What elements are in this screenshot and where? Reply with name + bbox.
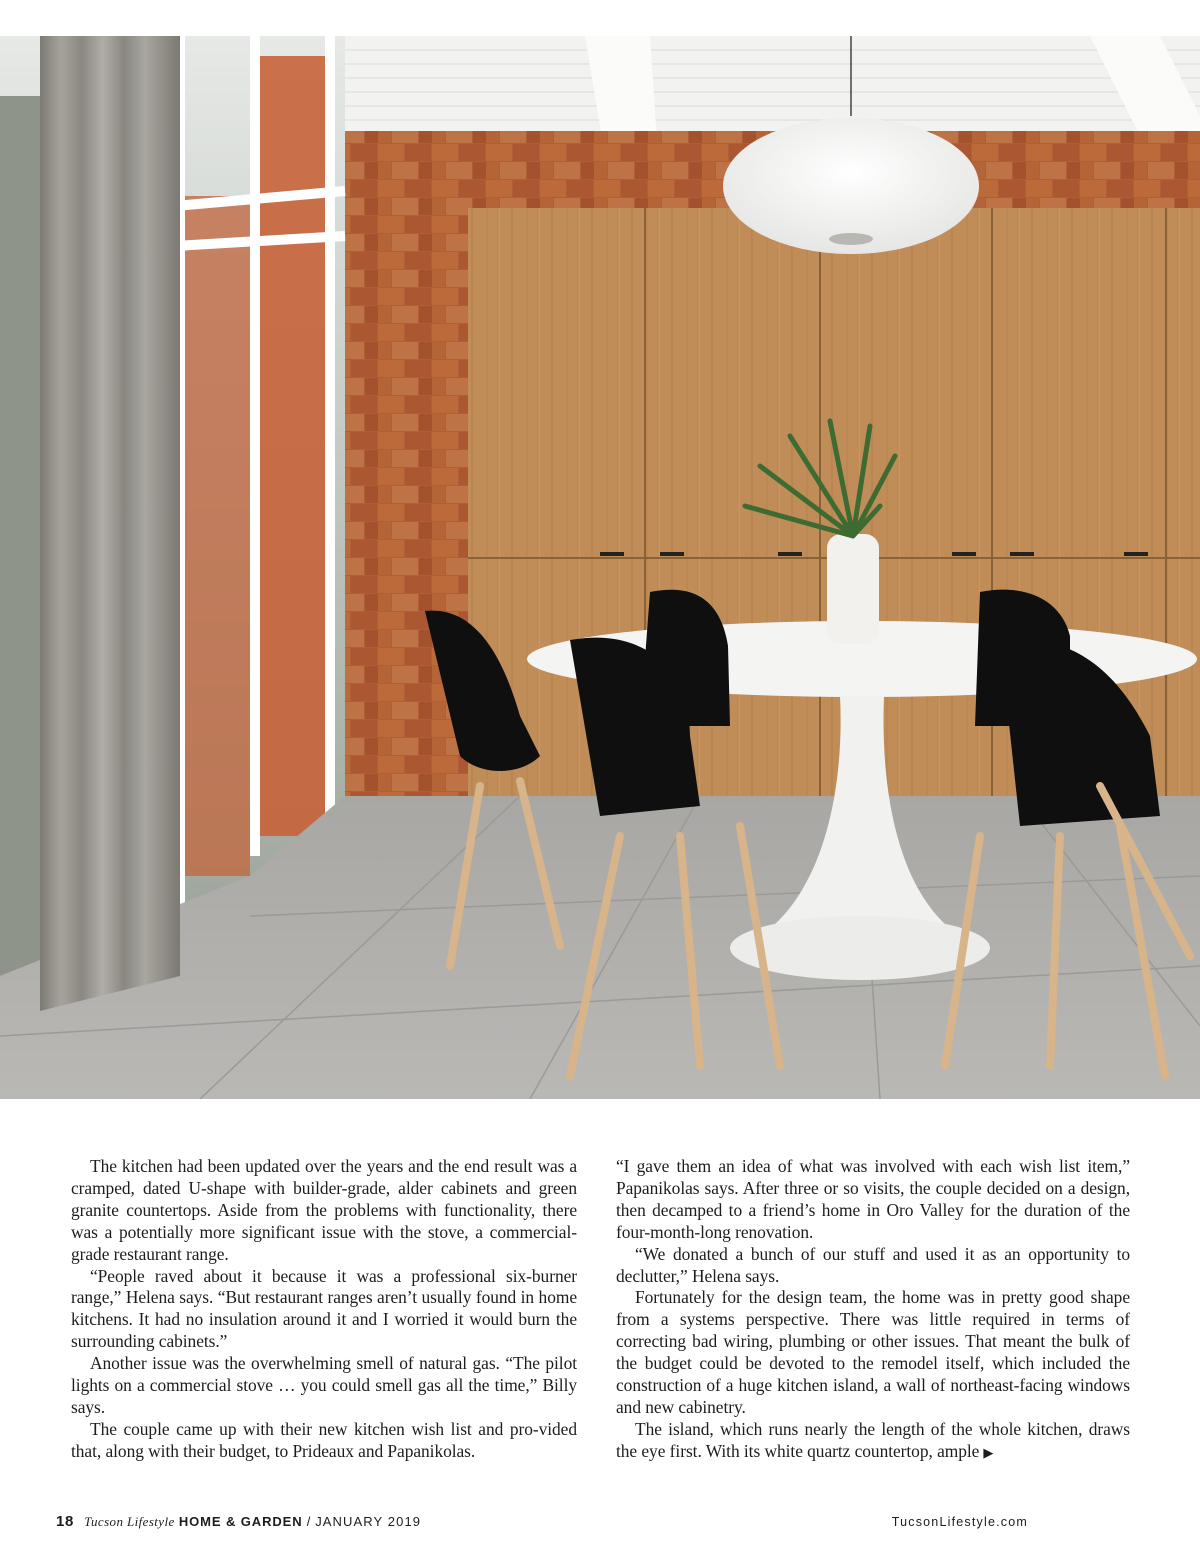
publication-name: Tucson Lifestyle	[84, 1514, 175, 1529]
article-left-column	[71, 1156, 577, 1463]
page-folio	[56, 1513, 421, 1530]
paragraph: Another issue was the overwhelming smell of natural gas. “The pilot lights on a commercial stove … you could smell gas all the time,” Billy says.	[71, 1353, 577, 1417]
section-name: HOME & GARDEN	[178, 1514, 303, 1529]
paragraph: Fortunately for the design team, the home was in pretty good shape from a systems perspective. There was little required in terms of correcting bad wiring, plumbing or other issues. That meant the bulk of the budget could be devoted to the remodel itself, which included the construction of a huge kitchen island, a wall of northeast-facing windows and new cabinetry.	[616, 1287, 1130, 1417]
article-right-column	[616, 1156, 1130, 1465]
paragraph: The couple came up with their new kitchen wish list and pro-vided that, along with their budget, to Prideaux and Papanikolas.	[71, 1418, 577, 1461]
dining-room-photo	[0, 36, 1200, 1099]
folio-separator: /	[306, 1514, 311, 1529]
paragraph-with-continue	[616, 1419, 1130, 1465]
paragraph: “We donated a bunch of our stuff and used it as an opportunity to declutter,” Helena says.	[616, 1243, 1130, 1286]
page-number: 18	[56, 1513, 74, 1530]
paragraph: The island, which runs nearly the length of the whole kitchen, draws the eye first. With its white quartz countertop, ample	[616, 1418, 1130, 1461]
paragraph: The kitchen had been updated over the years and the end result was a cramped, dated U-shape with builder-grade, alder cabinets and green granite countertops. Aside from the problems with functionality, there was a potentially more significant issue with the stove, a commercial-grade restaurant range.	[71, 1156, 577, 1264]
continue-arrow-icon: ▶	[983, 1445, 994, 1461]
dining-room-illustration	[0, 36, 1200, 1099]
paragraph: “I gave them an idea of what was involved with each wish list item,” Papanikolas says. After three or so visits, the couple decided on a design, then decamped to a friend’s home in Oro Valley for the duration of the four-month-long renovation.	[616, 1156, 1130, 1242]
issue-date: JANUARY 2019	[315, 1514, 422, 1529]
paragraph: “People raved about it because it was a professional six-burner range,” Helena says. “But restaurant ranges aren’t usually found in home kitchens. It had no insulation around it and I worried it would burn the surrounding cabinets.”	[71, 1265, 577, 1352]
website-url: TucsonLifestyle.com	[891, 1515, 1028, 1529]
